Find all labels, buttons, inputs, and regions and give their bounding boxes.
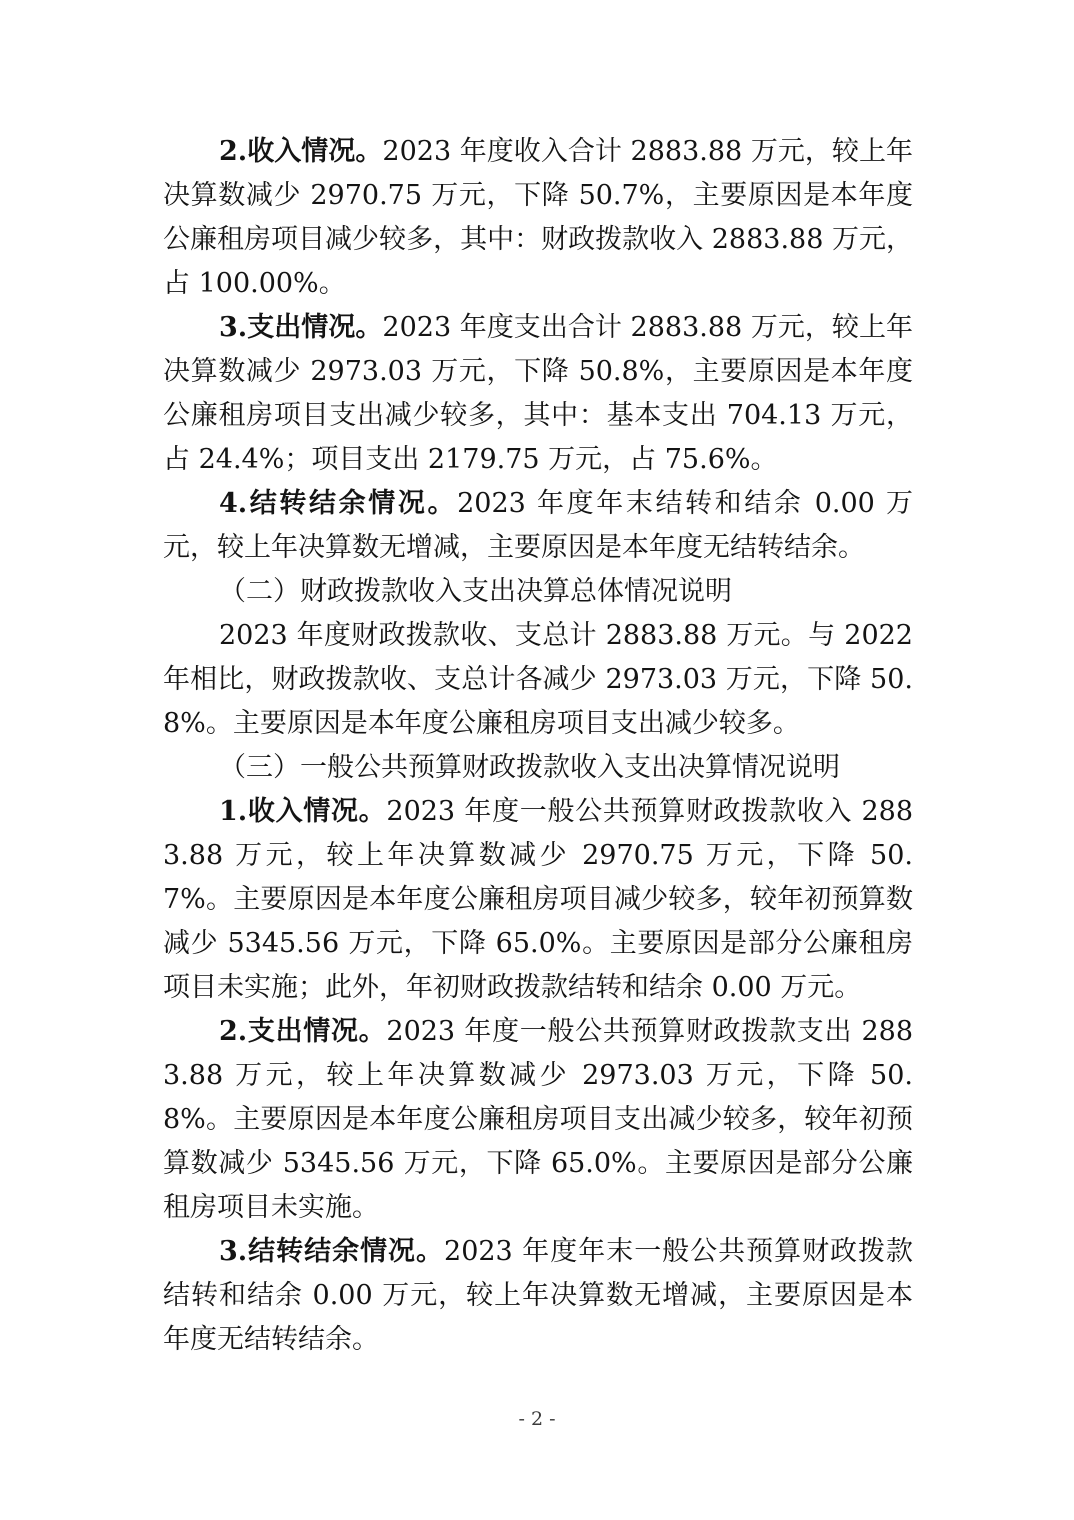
paragraph-text: 2023 年度一般公共预算财政拨款支出 2883.88 万元，较上年决算数减少 2973.03 万元，下降 50.8%。主要原因是本年度公廉租房项目支出减少较多，较年初预算数减少 5345.56 万元，下降 65.0%。主要原因是部分公廉租房项目未实施。 — [163, 1016, 913, 1223]
paragraph-general-carryover — [163, 1230, 913, 1362]
paragraph-general-expenditure — [163, 1010, 913, 1230]
paragraph-text: 2023 年度支出合计 2883.88 万元，较上年决算数减少 2973.03 万元，下降 50.8%，主要原因是本年度公廉租房项目支出减少较多，其中：基本支出 704.13 万元，占 24.4%；项目支出 2179.75 万元，占 75.6%。 — [163, 312, 913, 475]
paragraph-income — [163, 130, 913, 306]
paragraph-lead: 2.支出情况。 — [219, 1016, 387, 1047]
page-number: - 2 - — [518, 1408, 556, 1430]
paragraph-expenditure — [163, 306, 913, 482]
paragraph-text: 2023 年度年末结转和结余 0.00 万元，较上年决算数无增减，主要原因是本年度无结转结余。 — [163, 488, 914, 563]
paragraph-fiscal-overall — [163, 614, 913, 746]
paragraph-carryover — [163, 482, 913, 570]
paragraph-lead: 1.收入情况。 — [219, 796, 387, 827]
paragraph-lead: 3.结转结余情况。 — [219, 1236, 445, 1267]
paragraph-lead: 2.收入情况。 — [219, 136, 383, 167]
paragraph-lead: 4.结转结余情况。 — [219, 488, 458, 519]
paragraph-text: 2023 年度收入合计 2883.88 万元，较上年决算数减少 2970.75 万元，下降 50.7%，主要原因是本年度公廉租房项目减少较多，其中：财政拨款收入 2883.88 万元，占 100.00%。 — [163, 136, 913, 299]
paragraph-text: 2023 年度年末一般公共预算财政拨款结转和结余 0.00 万元，较上年决算数无增减，主要原因是本年度无结转结余。 — [163, 1236, 914, 1355]
section-heading-general-budget: （三）一般公共预算财政拨款收入支出决算情况说明 — [219, 752, 840, 783]
paragraph-lead: 3.支出情况。 — [219, 312, 383, 343]
paragraph-text: 2023 年度财政拨款收、支总计 2883.88 万元。与 2022 年相比，财政拨款收、支总计各减少 2973.03 万元，下降 50.8%。主要原因是本年度公廉租房项目支出减少较多。 — [163, 620, 913, 739]
section-heading-fiscal-overall: （二）财政拨款收入支出决算总体情况说明 — [219, 576, 732, 607]
paragraph-text: 2023 年度一般公共预算财政拨款收入 2883.88 万元，较上年决算数减少 2970.75 万元，下降 50.7%。主要原因是本年度公廉租房项目减少较多，较年初预算数减少 5345.56 万元，下降 65.0%。主要原因是部分公廉租房项目未实施；此外，年初财政拨款结转和结余 0.00 万元。 — [163, 796, 913, 1003]
paragraph-general-income — [163, 790, 913, 1010]
document-body — [163, 130, 913, 1362]
